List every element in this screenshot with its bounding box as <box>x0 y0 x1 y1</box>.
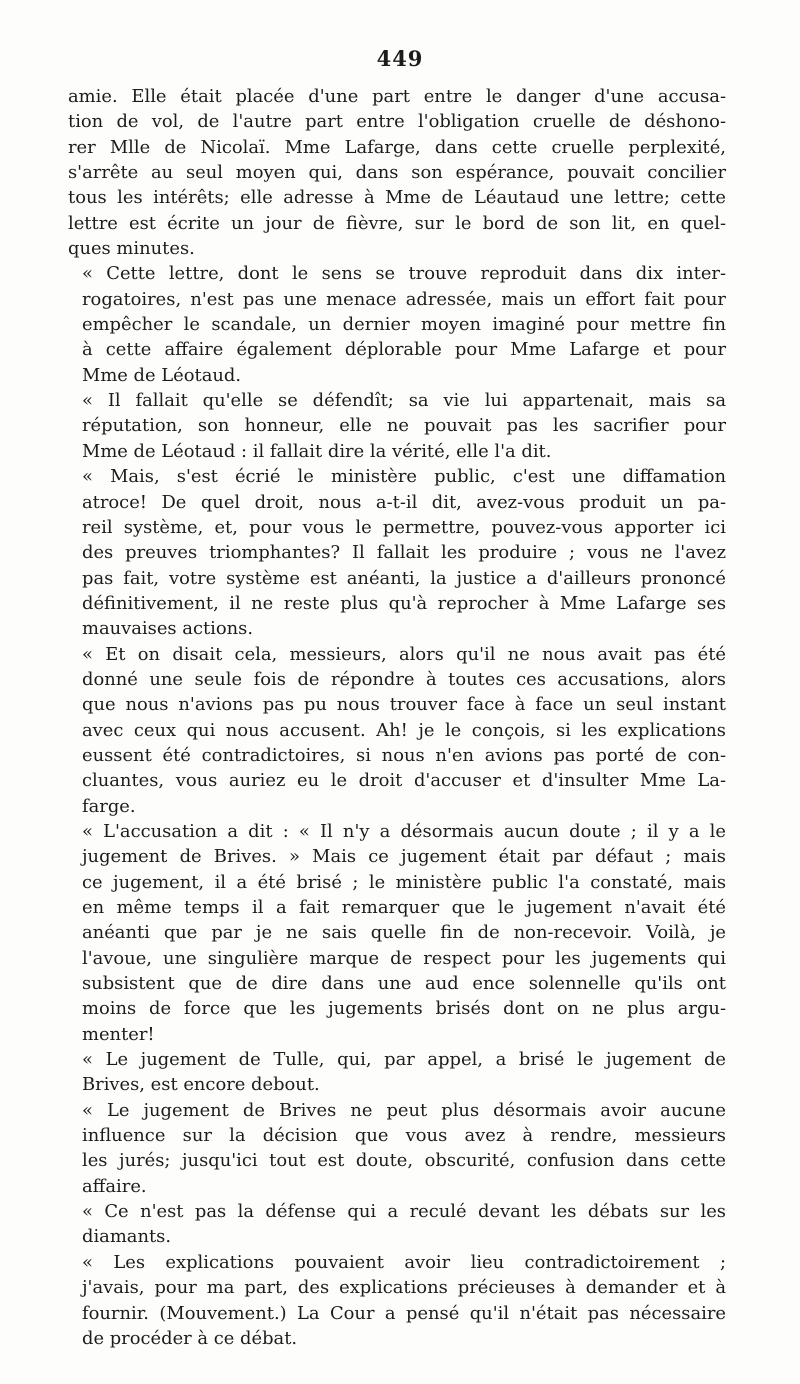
text-line: « Ce n'est pas la défense qui a reculé devant les débats sur les <box>82 1201 726 1223</box>
text-line: rer Mlle de Nicolaï. Mme Lafarge, dans cette cruelle perplexité, <box>68 136 726 158</box>
text-line: farge. <box>82 795 136 817</box>
paragraph-4 <box>68 464 726 641</box>
text-line: donné une seule fois de répondre à toutes ces accusations, alors <box>82 668 726 690</box>
text-line: fournir. (Mouvement.) La Cour a pensé qu'il n'était pas nécessaire <box>82 1302 726 1324</box>
text-line: empêcher le scandale, un dernier moyen imaginé pour mettre fin <box>82 314 726 336</box>
paragraph-7 <box>68 1047 726 1098</box>
text-line: anéanti que par je ne sais quelle fin de non-recevoir. Voilà, je <box>82 922 726 944</box>
text-line: que nous n'avions pas pu nous trouver face à face un seul instant <box>82 694 726 716</box>
text-line: l'avoue, une singulière marque de respect pour les jugements qui <box>82 947 726 969</box>
text-line: en même temps il a fait remarquer que le jugement n'avait été <box>82 897 726 918</box>
text-line: eussent été contradictoires, si nous n'en avions pas porté de con- <box>82 744 726 766</box>
text-line: réputation, son honneur, elle ne pouvait pas les sacrifier pour <box>82 415 726 437</box>
text-line: reil système, et, pour vous le permettre, pouvez-vous apporter ici <box>82 516 726 538</box>
text-line: ce jugement, il a été brisé ; le ministère public l'a constaté, mais <box>82 871 726 893</box>
text-line: de procéder à ce débat. <box>82 1327 298 1349</box>
text-line: subsistent que de dire dans une aud ence solennelle qu'ils ont <box>82 973 726 995</box>
text-line: tous les intérêts; elle adresse à Mme de Léautaud une lettre; cette <box>68 187 726 209</box>
text-line: moins de force que les jugements brisés dont on ne plus argu- <box>82 998 726 1020</box>
paragraph-2 <box>68 261 726 388</box>
text-line: des preuves triomphantes? Il fallait les produire ; vous ne l'avez <box>82 542 726 564</box>
text-line: ques minutes. <box>68 238 195 260</box>
text-line: j'avais, pour ma part, des explications précieuses à demander et à <box>82 1277 726 1299</box>
text-line: « Cette lettre, dont le sens se trouve reproduit dans dix inter- <box>82 263 726 285</box>
text-line: s'arrête au seul moyen qui, dans son espérance, pouvait concilier <box>68 162 726 184</box>
paragraph-5 <box>68 642 726 819</box>
text-line: jugement de Brives. » Mais ce jugement était par défaut ; mais <box>82 846 726 868</box>
text-line: influence sur la décision que vous avez à rendre, messieurs <box>82 1125 726 1147</box>
text-line: affaire. <box>82 1175 147 1197</box>
paragraph-10 <box>68 1250 726 1351</box>
text-line: « Le jugement de Tulle, qui, par appel, a brisé le jugement de <box>82 1049 726 1071</box>
text-line: « Mais, s'est écrié le ministère public, c'est une diffamation <box>82 466 726 488</box>
text-line: définitivement, il ne reste plus qu'à reprocher à Mme Lafarge ses <box>82 592 726 614</box>
text-line: rogatoires, n'est pas une menace adressée, mais un effort fait pour <box>82 288 726 310</box>
text-line: Brives, est encore debout. <box>82 1074 320 1096</box>
text-line: Mme de Léotaud. <box>82 364 242 386</box>
paragraph-6 <box>68 819 726 1047</box>
text-line: Mme de Léotaud : il fallait dire la vérité, elle l'a dit. <box>82 440 552 462</box>
text-line: mauvaises actions. <box>82 618 254 640</box>
text-line: « Les explications pouvaient avoir lieu contradictoirement ; <box>82 1251 726 1273</box>
text-line: lettre est écrite un jour de fièvre, sur le bord de son lit, en quel- <box>68 212 726 234</box>
paragraph-1 <box>68 84 726 261</box>
text-line: « Le jugement de Brives ne peut plus désormais avoir aucune <box>82 1099 726 1121</box>
text-line: tion de vol, de l'autre part entre l'obligation cruelle de déshono- <box>68 111 726 133</box>
paragraph-9 <box>68 1199 726 1250</box>
text-line: diamants. <box>82 1226 172 1248</box>
text-line: « L'accusation a dit : « Il n'y a désormais aucun doute ; il y a le <box>82 820 726 842</box>
text-line: à cette affaire également déplorable pour Mme Lafarge et pour <box>82 339 726 361</box>
page-number: 449 <box>376 46 424 71</box>
text-line: pas fait, votre système est anéanti, la justice a d'ailleurs prononcé <box>82 567 726 589</box>
text-line: cluantes, vous auriez eu le droit d'accuser et d'insulter Mme La- <box>82 770 726 792</box>
paragraph-3 <box>68 388 726 464</box>
text-line: menter! <box>82 1023 155 1045</box>
text-line: « Et on disait cela, messieurs, alors qu'il ne nous avait pas été <box>82 643 726 665</box>
text-line: atroce! De quel droit, nous a-t-il dit, avez-vous produit un pa- <box>82 491 726 513</box>
text-line: les jurés; jusqu'ici tout est doute, obscurité, confusion dans cette <box>82 1150 726 1172</box>
text-line: « Il fallait qu'elle se défendît; sa vie lui appartenait, mais sa <box>82 390 726 412</box>
text-line: avec ceux qui nous accusent. Ah! je le conçois, si les explications <box>82 719 726 741</box>
paragraph-8 <box>68 1098 726 1199</box>
body-text <box>68 84 726 1351</box>
text-line: amie. Elle était placée d'une part entre le danger d'une accusa- <box>68 86 726 107</box>
